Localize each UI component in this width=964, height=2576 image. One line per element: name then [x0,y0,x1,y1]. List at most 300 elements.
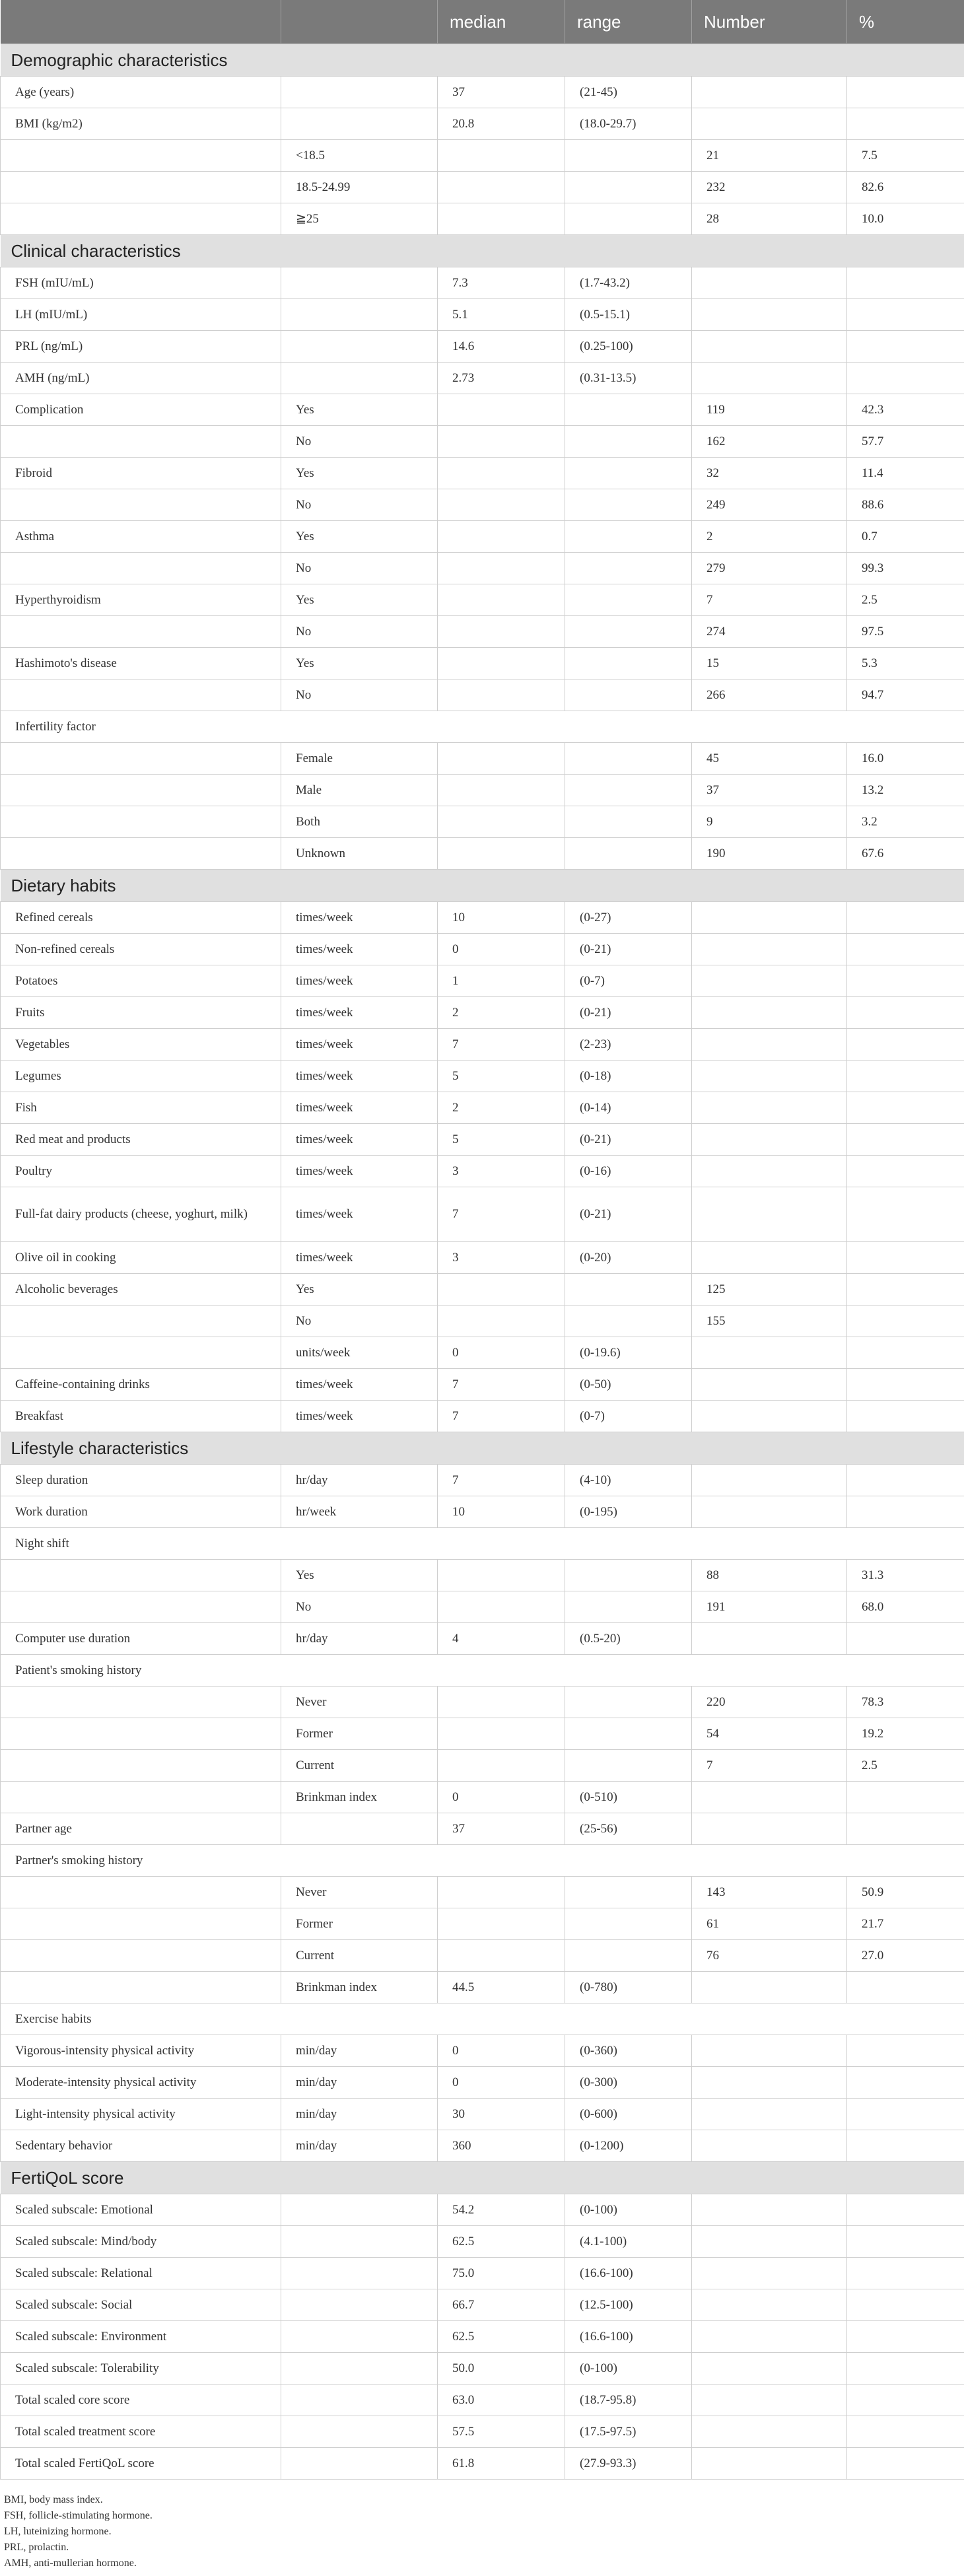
number-cell [692,1369,847,1401]
row-sublabel: times/week [281,1401,438,1432]
row-label: Sleep duration [1,1465,281,1496]
range-cell: (4-10) [565,1465,692,1496]
table-row [1,1782,964,1813]
row-sublabel [281,2321,438,2353]
row-label [1,203,281,235]
number-cell [692,1972,847,2003]
range-cell: (0-7) [565,965,692,997]
footnote: LH, luteinizing hormone. [4,2526,112,2537]
median-cell: 5.1 [438,299,565,331]
table-row [1,806,964,838]
section-title: Lifestyle characteristics [1,1432,964,1465]
row-label: Potatoes [1,965,281,997]
table-row [1,775,964,806]
median-cell [438,172,565,203]
row-sublabel: times/week [281,934,438,965]
number-cell [692,2289,847,2321]
median-cell [438,521,565,553]
table-row [1,1845,964,1877]
range-cell: (4.1-100) [565,2226,692,2258]
number-cell: 266 [692,679,847,711]
percent-cell [847,267,964,299]
median-cell: 2.73 [438,363,565,394]
number-cell [692,1401,847,1432]
range-cell [565,489,692,521]
table-body [1,44,964,2480]
median-cell: 7 [438,1187,565,1242]
row-group-label: Infertility factor [1,711,964,743]
percent-cell: 7.5 [847,140,964,172]
number-cell: 54 [692,1718,847,1750]
row-sublabel: Yes [281,394,438,426]
number-cell [692,2448,847,2480]
median-cell: 7.3 [438,267,565,299]
median-cell: 37 [438,77,565,108]
number-cell [692,1496,847,1528]
table-row [1,838,964,870]
median-cell: 10 [438,1496,565,1528]
table-row [1,2321,964,2353]
row-label: Computer use duration [1,1623,281,1655]
table-row [1,394,964,426]
row-sublabel: Brinkman index [281,1972,438,2003]
table-row [1,489,964,521]
median-cell: 14.6 [438,331,565,363]
row-sublabel: hr/week [281,1496,438,1528]
median-cell: 54.2 [438,2194,565,2226]
row-sublabel [281,267,438,299]
table-row [1,1655,964,1687]
percent-cell: 94.7 [847,679,964,711]
section-title: Demographic characteristics [1,44,964,77]
median-cell: 37 [438,1813,565,1845]
row-sublabel: times/week [281,1029,438,1061]
table-row [1,1156,964,1187]
number-cell [692,1337,847,1369]
median-cell: 50.0 [438,2353,565,2385]
table-row [1,2003,964,2035]
row-sublabel: Unknown [281,838,438,870]
row-sublabel: 18.5-24.99 [281,172,438,203]
percent-cell [847,2226,964,2258]
table-row [1,458,964,489]
table-row [1,363,964,394]
percent-cell [847,1337,964,1369]
row-label: Fish [1,1092,281,1124]
footnote: PRL, prolactin. [4,2542,69,2553]
table-row [1,997,964,1029]
median-cell: 5 [438,1124,565,1156]
number-cell: 119 [692,394,847,426]
number-cell [692,1124,847,1156]
number-cell [692,934,847,965]
row-sublabel [281,1813,438,1845]
number-cell [692,108,847,140]
row-label: Total scaled treatment score [1,2416,281,2448]
percent-cell: 31.3 [847,1560,964,1591]
table-row [1,203,964,235]
section-header-row [1,2162,964,2194]
percent-cell: 2.5 [847,1750,964,1782]
table-row [1,1591,964,1623]
median-cell [438,584,565,616]
median-cell: 10 [438,902,565,934]
number-cell [692,299,847,331]
row-sublabel [281,2289,438,2321]
median-cell [438,1305,565,1337]
row-sublabel [281,77,438,108]
table-row [1,553,964,584]
percent-cell: 82.6 [847,172,964,203]
row-label: Moderate-intensity physical activity [1,2067,281,2099]
row-sublabel: Never [281,1877,438,1908]
number-cell: 21 [692,140,847,172]
percent-cell [847,934,964,965]
table-row [1,965,964,997]
range-cell: (25-56) [565,1813,692,1845]
row-sublabel: Yes [281,648,438,679]
percent-cell [847,1369,964,1401]
number-cell: 143 [692,1877,847,1908]
percent-cell [847,1274,964,1305]
section-header-row [1,870,964,902]
row-sublabel [281,2258,438,2289]
row-sublabel: times/week [281,1156,438,1187]
row-label: Age (years) [1,77,281,108]
median-cell: 5 [438,1061,565,1092]
row-sublabel: No [281,679,438,711]
row-label: PRL (ng/mL) [1,331,281,363]
range-cell [565,203,692,235]
row-label: Non-refined cereals [1,934,281,965]
number-cell: 220 [692,1687,847,1718]
percent-cell: 50.9 [847,1877,964,1908]
number-cell [692,363,847,394]
number-cell: 279 [692,553,847,584]
number-cell: 15 [692,648,847,679]
percent-cell: 27.0 [847,1940,964,1972]
number-cell [692,1092,847,1124]
row-sublabel [281,299,438,331]
percent-cell: 11.4 [847,458,964,489]
percent-cell: 78.3 [847,1687,964,1718]
range-cell [565,1305,692,1337]
number-cell [692,267,847,299]
row-label: Fruits [1,997,281,1029]
row-sublabel [281,2448,438,2480]
row-label: AMH (ng/mL) [1,363,281,394]
row-sublabel: <18.5 [281,140,438,172]
row-label: FSH (mIU/mL) [1,267,281,299]
row-sublabel: times/week [281,1369,438,1401]
number-cell: 2 [692,521,847,553]
median-cell [438,1560,565,1591]
row-sublabel: units/week [281,1337,438,1369]
row-label [1,1560,281,1591]
row-sublabel: No [281,489,438,521]
number-cell [692,2226,847,2258]
range-cell [565,1274,692,1305]
median-cell: 360 [438,2130,565,2162]
number-cell [692,2385,847,2416]
row-sublabel: Yes [281,1560,438,1591]
table-row [1,1187,964,1242]
range-cell: (0-50) [565,1369,692,1401]
percent-cell [847,965,964,997]
row-label: Vigorous-intensity physical activity [1,2035,281,2067]
median-cell [438,679,565,711]
range-cell [565,1718,692,1750]
median-cell [438,775,565,806]
row-label: Hyperthyroidism [1,584,281,616]
range-cell [565,140,692,172]
table-row [1,1465,964,1496]
percent-cell [847,1401,964,1432]
table-row [1,77,964,108]
range-cell: (0-1200) [565,2130,692,2162]
table-row [1,616,964,648]
number-cell [692,1465,847,1496]
row-label: Poultry [1,1156,281,1187]
percent-cell: 57.7 [847,426,964,458]
row-label [1,1591,281,1623]
percent-cell: 5.3 [847,648,964,679]
row-label: Scaled subscale: Mind/body [1,2226,281,2258]
table-row [1,1061,964,1092]
row-label [1,1940,281,1972]
row-sublabel: hr/day [281,1465,438,1496]
row-label: Complication [1,394,281,426]
median-cell: 7 [438,1369,565,1401]
percent-cell: 99.3 [847,553,964,584]
table-row [1,426,964,458]
table-row [1,1496,964,1528]
range-cell: (0-100) [565,2194,692,2226]
number-cell [692,1156,847,1187]
table-row [1,2035,964,2067]
median-cell: 7 [438,1029,565,1061]
row-group-label: Night shift [1,1528,964,1560]
row-sublabel: Current [281,1940,438,1972]
row-sublabel: hr/day [281,1623,438,1655]
row-label: Scaled subscale: Relational [1,2258,281,2289]
percent-cell: 19.2 [847,1718,964,1750]
table-row [1,743,964,775]
number-cell: 28 [692,203,847,235]
row-sublabel: ≧25 [281,203,438,235]
range-cell: (0.5-15.1) [565,299,692,331]
median-cell: 62.5 [438,2226,565,2258]
percent-cell [847,108,964,140]
header-percent: % [847,0,964,44]
number-cell: 45 [692,743,847,775]
range-cell [565,648,692,679]
number-cell [692,1782,847,1813]
row-sublabel: Yes [281,458,438,489]
median-cell: 0 [438,2035,565,2067]
number-cell: 7 [692,1750,847,1782]
median-cell: 4 [438,1623,565,1655]
row-label: LH (mIU/mL) [1,299,281,331]
median-cell [438,1908,565,1940]
table-row [1,2258,964,2289]
percent-cell [847,1029,964,1061]
table-row [1,679,964,711]
footnote: FSH, follicle-stimulating hormone. [4,2510,153,2521]
median-cell [438,1940,565,1972]
range-cell [565,679,692,711]
row-label [1,1782,281,1813]
percent-cell [847,2321,964,2353]
row-label: Work duration [1,1496,281,1528]
median-cell: 2 [438,997,565,1029]
table-row [1,1305,964,1337]
table-row [1,1560,964,1591]
median-cell: 7 [438,1401,565,1432]
row-sublabel: times/week [281,1124,438,1156]
row-sublabel: Brinkman index [281,1782,438,1813]
range-cell [565,1591,692,1623]
percent-cell [847,2194,964,2226]
range-cell [565,616,692,648]
percent-cell [847,299,964,331]
median-cell [438,203,565,235]
row-sublabel: times/week [281,1242,438,1274]
number-cell: 249 [692,489,847,521]
row-sublabel [281,2226,438,2258]
percent-cell [847,363,964,394]
row-sublabel: No [281,553,438,584]
row-label: Asthma [1,521,281,553]
percent-cell: 0.7 [847,521,964,553]
range-cell [565,806,692,838]
range-cell: (0-19.6) [565,1337,692,1369]
row-label: Scaled subscale: Emotional [1,2194,281,2226]
number-cell [692,2258,847,2289]
row-label [1,1337,281,1369]
table-row [1,1687,964,1718]
median-cell [438,394,565,426]
percent-cell [847,902,964,934]
range-cell: (0-195) [565,1496,692,1528]
row-label: Light-intensity physical activity [1,2099,281,2130]
section-header-row [1,1432,964,1465]
header-col-1 [1,0,281,44]
median-cell [438,458,565,489]
row-label [1,1750,281,1782]
table-row [1,1242,964,1274]
row-sublabel: Yes [281,1274,438,1305]
range-cell: (21-45) [565,77,692,108]
median-cell: 2 [438,1092,565,1124]
number-cell: 162 [692,426,847,458]
row-label [1,616,281,648]
row-sublabel: Yes [281,521,438,553]
percent-cell [847,77,964,108]
percent-cell [847,997,964,1029]
median-cell: 44.5 [438,1972,565,2003]
percent-cell [847,2130,964,2162]
table-row [1,2226,964,2258]
number-cell: 61 [692,1908,847,1940]
percent-cell: 97.5 [847,616,964,648]
number-cell: 190 [692,838,847,870]
row-label [1,1908,281,1940]
percent-cell [847,1972,964,2003]
median-cell [438,140,565,172]
percent-cell [847,1242,964,1274]
table-row [1,1092,964,1124]
range-cell: (2-23) [565,1029,692,1061]
row-sublabel: Former [281,1908,438,1940]
table-row [1,1124,964,1156]
row-sublabel: times/week [281,965,438,997]
range-cell: (0-7) [565,1401,692,1432]
median-cell [438,743,565,775]
percent-cell [847,2353,964,2385]
percent-cell [847,1061,964,1092]
percent-cell [847,1465,964,1496]
number-cell: 37 [692,775,847,806]
range-cell [565,458,692,489]
median-cell [438,553,565,584]
range-cell: (18.0-29.7) [565,108,692,140]
row-label [1,743,281,775]
number-cell [692,997,847,1029]
row-sublabel [281,363,438,394]
footnotes [0,2492,964,2571]
header-col-2 [281,0,438,44]
row-sublabel [281,331,438,363]
percent-cell: 88.6 [847,489,964,521]
median-cell [438,1274,565,1305]
row-label [1,553,281,584]
percent-cell [847,1092,964,1124]
header-range: range [565,0,692,44]
row-label: Partner age [1,1813,281,1845]
range-cell: (17.5-97.5) [565,2416,692,2448]
median-cell [438,489,565,521]
row-sublabel [281,2385,438,2416]
section-title: FertiQoL score [1,2162,964,2194]
number-cell: 155 [692,1305,847,1337]
table-row [1,2194,964,2226]
row-sublabel: Never [281,1687,438,1718]
percent-cell [847,1623,964,1655]
row-sublabel: min/day [281,2130,438,2162]
table-row [1,2353,964,2385]
number-cell [692,77,847,108]
row-sublabel: times/week [281,902,438,934]
row-sublabel: Both [281,806,438,838]
row-group-label: Patient's smoking history [1,1655,964,1687]
range-cell: (0-360) [565,2035,692,2067]
number-cell [692,965,847,997]
range-cell [565,743,692,775]
median-cell: 0 [438,1782,565,1813]
row-sublabel: Male [281,775,438,806]
percent-cell [847,2258,964,2289]
median-cell [438,1877,565,1908]
median-cell [438,1750,565,1782]
range-cell: (0-21) [565,997,692,1029]
number-cell [692,2353,847,2385]
table-row [1,2416,964,2448]
number-cell [692,2099,847,2130]
row-group-label: Exercise habits [1,2003,964,2035]
row-sublabel: min/day [281,2099,438,2130]
range-cell: (1.7-43.2) [565,267,692,299]
